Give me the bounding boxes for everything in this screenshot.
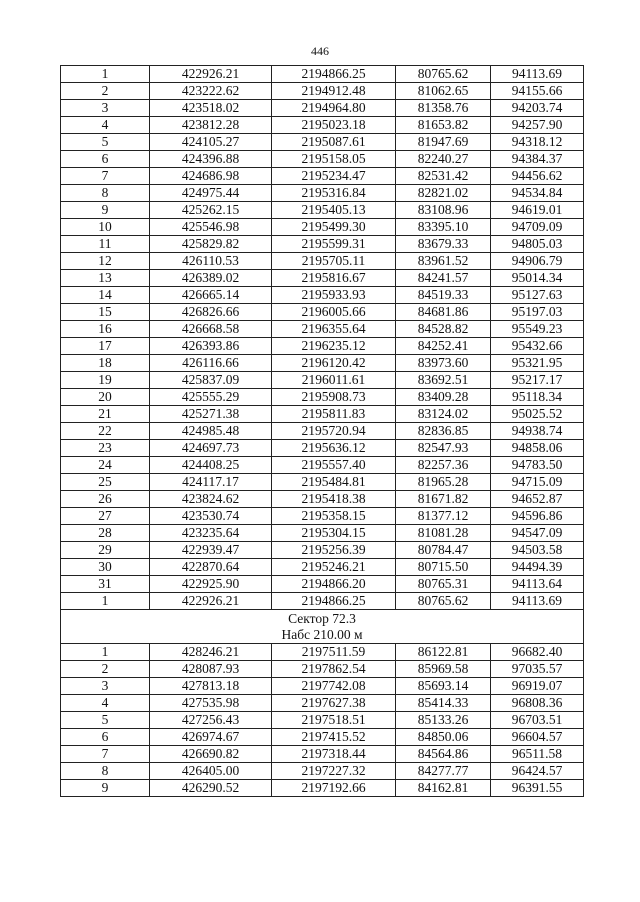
coord-x-local-cell: 83679.33 (396, 236, 491, 253)
point-number-cell: 14 (61, 287, 150, 304)
coord-y-local-cell: 96919.07 (491, 678, 584, 695)
coord-x-local-cell: 84241.57 (396, 270, 491, 287)
table-row (61, 525, 584, 542)
coord-y-local-cell: 95118.34 (491, 389, 584, 406)
coord-y-cell: 2195720.94 (272, 423, 396, 440)
table-row (61, 270, 584, 287)
coord-y-local-cell: 94456.62 (491, 168, 584, 185)
coord-x-local-cell: 82240.27 (396, 151, 491, 168)
point-number-cell: 6 (61, 151, 150, 168)
coord-y-cell: 2196235.12 (272, 338, 396, 355)
table-row (61, 423, 584, 440)
coord-x-cell: 427813.18 (150, 678, 272, 695)
point-number-cell: 4 (61, 117, 150, 134)
coord-x-local-cell: 82547.93 (396, 440, 491, 457)
coord-x-cell: 424105.27 (150, 134, 272, 151)
coord-x-local-cell: 82257.36 (396, 457, 491, 474)
coord-x-cell: 426116.66 (150, 355, 272, 372)
coord-x-local-cell: 84681.86 (396, 304, 491, 321)
coord-y-local-cell: 94858.06 (491, 440, 584, 457)
coord-y-local-cell: 96424.57 (491, 763, 584, 780)
table-row (61, 389, 584, 406)
coord-y-local-cell: 94318.12 (491, 134, 584, 151)
coord-x-local-cell: 80715.50 (396, 559, 491, 576)
coord-y-local-cell: 94783.50 (491, 457, 584, 474)
point-number-cell: 20 (61, 389, 150, 406)
table-row (61, 661, 584, 678)
point-number-cell: 18 (61, 355, 150, 372)
coord-y-cell: 2197192.66 (272, 780, 396, 797)
coord-y-cell: 2196355.64 (272, 321, 396, 338)
coord-y-cell: 2195246.21 (272, 559, 396, 576)
coord-y-cell: 2196120.42 (272, 355, 396, 372)
coord-x-local-cell: 85133.26 (396, 712, 491, 729)
coord-y-cell: 2195256.39 (272, 542, 396, 559)
table-row (61, 185, 584, 202)
coord-x-local-cell: 84564.86 (396, 746, 491, 763)
coord-y-cell: 2197627.38 (272, 695, 396, 712)
coord-y-local-cell: 97035.57 (491, 661, 584, 678)
coord-x-local-cell: 80765.31 (396, 576, 491, 593)
table-row (61, 202, 584, 219)
coord-y-cell: 2197415.52 (272, 729, 396, 746)
coord-x-cell: 424985.48 (150, 423, 272, 440)
coord-x-cell: 423518.02 (150, 100, 272, 117)
coord-y-cell: 2195705.11 (272, 253, 396, 270)
coord-x-cell: 425262.15 (150, 202, 272, 219)
point-number-cell: 8 (61, 185, 150, 202)
coord-x-cell: 426393.86 (150, 338, 272, 355)
coord-x-local-cell: 83124.02 (396, 406, 491, 423)
point-number-cell: 6 (61, 729, 150, 746)
coord-y-cell: 2195358.15 (272, 508, 396, 525)
coord-x-local-cell: 81062.65 (396, 83, 491, 100)
coord-y-local-cell: 96511.58 (491, 746, 584, 763)
coord-y-local-cell: 95217.17 (491, 372, 584, 389)
coord-y-local-cell: 94534.84 (491, 185, 584, 202)
coord-y-local-cell: 95432.66 (491, 338, 584, 355)
coord-x-cell: 425555.29 (150, 389, 272, 406)
coordinates-table-body-2 (61, 644, 584, 797)
coord-x-cell: 423812.28 (150, 117, 272, 134)
coord-y-local-cell: 94494.39 (491, 559, 584, 576)
coord-y-cell: 2195158.05 (272, 151, 396, 168)
coord-y-local-cell: 94257.90 (491, 117, 584, 134)
coord-y-local-cell: 94906.79 (491, 253, 584, 270)
coord-y-cell: 2195484.81 (272, 474, 396, 491)
coord-y-local-cell: 94652.87 (491, 491, 584, 508)
coord-y-cell: 2194866.20 (272, 576, 396, 593)
coord-y-local-cell: 96391.55 (491, 780, 584, 797)
section-header-cell (61, 610, 584, 644)
coord-x-local-cell: 84252.41 (396, 338, 491, 355)
coord-x-local-cell: 84519.33 (396, 287, 491, 304)
coord-x-local-cell: 81671.82 (396, 491, 491, 508)
point-number-cell: 28 (61, 525, 150, 542)
coordinates-table-body-1 (61, 66, 584, 610)
coord-x-cell: 426389.02 (150, 270, 272, 287)
coord-y-cell: 2195418.38 (272, 491, 396, 508)
coord-x-local-cell: 84528.82 (396, 321, 491, 338)
coord-y-cell: 2195316.84 (272, 185, 396, 202)
table-row (61, 304, 584, 321)
point-number-cell: 9 (61, 780, 150, 797)
table-row (61, 355, 584, 372)
coord-x-cell: 425546.98 (150, 219, 272, 236)
coord-x-local-cell: 81377.12 (396, 508, 491, 525)
coord-x-local-cell: 83973.60 (396, 355, 491, 372)
coord-y-local-cell: 94619.01 (491, 202, 584, 219)
section-subtitle: Набс 210.00 м (281, 626, 363, 642)
coord-y-local-cell: 94938.74 (491, 423, 584, 440)
coord-x-cell: 423530.74 (150, 508, 272, 525)
coord-y-cell: 2195816.67 (272, 270, 396, 287)
point-number-cell: 16 (61, 321, 150, 338)
point-number-cell: 7 (61, 746, 150, 763)
coord-x-local-cell: 80784.47 (396, 542, 491, 559)
coord-x-local-cell: 82821.02 (396, 185, 491, 202)
coord-y-cell: 2195023.18 (272, 117, 396, 134)
coord-y-local-cell: 96604.57 (491, 729, 584, 746)
table-row (61, 763, 584, 780)
point-number-cell: 30 (61, 559, 150, 576)
coord-y-local-cell: 95014.34 (491, 270, 584, 287)
point-number-cell: 1 (61, 644, 150, 661)
coord-y-cell: 2195234.47 (272, 168, 396, 185)
coord-y-local-cell: 95127.63 (491, 287, 584, 304)
coord-y-local-cell: 95197.03 (491, 304, 584, 321)
coord-y-cell: 2194964.80 (272, 100, 396, 117)
coord-x-local-cell: 86122.81 (396, 644, 491, 661)
point-number-cell: 31 (61, 576, 150, 593)
coord-x-cell: 422926.21 (150, 66, 272, 83)
coord-x-local-cell: 81947.69 (396, 134, 491, 151)
coordinates-table (60, 65, 584, 797)
table-row (61, 66, 584, 83)
point-number-cell: 3 (61, 100, 150, 117)
point-number-cell: 1 (61, 593, 150, 610)
table-row (61, 253, 584, 270)
table-row (61, 236, 584, 253)
coord-y-local-cell: 94503.58 (491, 542, 584, 559)
coord-x-cell: 422926.21 (150, 593, 272, 610)
coord-x-local-cell: 84850.06 (396, 729, 491, 746)
point-number-cell: 2 (61, 661, 150, 678)
table-row (61, 457, 584, 474)
coord-y-cell: 2194866.25 (272, 593, 396, 610)
coord-y-cell: 2195405.13 (272, 202, 396, 219)
point-number-cell: 13 (61, 270, 150, 287)
coord-x-cell: 423235.64 (150, 525, 272, 542)
point-number-cell: 27 (61, 508, 150, 525)
coord-y-cell: 2194866.25 (272, 66, 396, 83)
coord-y-cell: 2197511.59 (272, 644, 396, 661)
coord-y-cell: 2195304.15 (272, 525, 396, 542)
coord-y-cell: 2196005.66 (272, 304, 396, 321)
coord-y-cell: 2195557.40 (272, 457, 396, 474)
coord-x-cell: 424697.73 (150, 440, 272, 457)
coord-x-local-cell: 84162.81 (396, 780, 491, 797)
table-row (61, 338, 584, 355)
coord-x-local-cell: 80765.62 (396, 66, 491, 83)
coord-y-local-cell: 96682.40 (491, 644, 584, 661)
coord-y-local-cell: 95549.23 (491, 321, 584, 338)
table-row (61, 168, 584, 185)
coord-y-local-cell: 94547.09 (491, 525, 584, 542)
coord-y-cell: 2197518.51 (272, 712, 396, 729)
coord-y-cell: 2197227.32 (272, 763, 396, 780)
coord-x-cell: 423222.62 (150, 83, 272, 100)
point-number-cell: 19 (61, 372, 150, 389)
point-number-cell: 15 (61, 304, 150, 321)
point-number-cell: 5 (61, 134, 150, 151)
table-row (61, 287, 584, 304)
point-number-cell: 8 (61, 763, 150, 780)
point-number-cell: 3 (61, 678, 150, 695)
coord-y-cell: 2195636.12 (272, 440, 396, 457)
table-row (61, 440, 584, 457)
coord-x-cell: 425837.09 (150, 372, 272, 389)
coord-y-cell: 2197318.44 (272, 746, 396, 763)
point-number-cell: 2 (61, 83, 150, 100)
point-number-cell: 12 (61, 253, 150, 270)
coord-x-cell: 426405.00 (150, 763, 272, 780)
coord-x-local-cell: 84277.77 (396, 763, 491, 780)
coord-x-local-cell: 82836.85 (396, 423, 491, 440)
table-row (61, 695, 584, 712)
table-row (61, 219, 584, 236)
coord-y-local-cell: 94203.74 (491, 100, 584, 117)
coord-y-local-cell: 95025.52 (491, 406, 584, 423)
point-number-cell: 26 (61, 491, 150, 508)
table-row (61, 491, 584, 508)
coord-x-local-cell: 83108.96 (396, 202, 491, 219)
section-title: Сектор 72.3 (288, 610, 356, 626)
coord-x-local-cell: 82531.42 (396, 168, 491, 185)
table-row (61, 729, 584, 746)
coord-x-local-cell: 83395.10 (396, 219, 491, 236)
coord-x-local-cell: 81358.76 (396, 100, 491, 117)
coord-x-cell: 425271.38 (150, 406, 272, 423)
coord-y-cell: 2195811.83 (272, 406, 396, 423)
page-number: 446 (311, 44, 329, 58)
table-row (61, 712, 584, 729)
coord-x-cell: 426690.82 (150, 746, 272, 763)
section-header-row (61, 610, 584, 644)
coord-y-cell: 2197742.08 (272, 678, 396, 695)
coord-x-local-cell: 85693.14 (396, 678, 491, 695)
coord-x-cell: 423824.62 (150, 491, 272, 508)
table-row (61, 117, 584, 134)
point-number-cell: 4 (61, 695, 150, 712)
table-row (61, 372, 584, 389)
coord-x-cell: 422870.64 (150, 559, 272, 576)
coord-x-cell: 426665.14 (150, 287, 272, 304)
coord-x-cell: 426110.53 (150, 253, 272, 270)
coord-x-cell: 424396.88 (150, 151, 272, 168)
point-number-cell: 22 (61, 423, 150, 440)
table-row (61, 542, 584, 559)
coord-x-cell: 424975.44 (150, 185, 272, 202)
coord-y-local-cell: 94113.69 (491, 66, 584, 83)
coord-y-local-cell: 96703.51 (491, 712, 584, 729)
coord-x-local-cell: 85414.33 (396, 695, 491, 712)
table-row (61, 559, 584, 576)
table-row (61, 474, 584, 491)
coord-x-cell: 427256.43 (150, 712, 272, 729)
coord-x-cell: 424117.17 (150, 474, 272, 491)
table-row (61, 100, 584, 117)
coord-y-local-cell: 95321.95 (491, 355, 584, 372)
point-number-cell: 9 (61, 202, 150, 219)
point-number-cell: 23 (61, 440, 150, 457)
point-number-cell: 21 (61, 406, 150, 423)
coord-x-cell: 427535.98 (150, 695, 272, 712)
table-row (61, 780, 584, 797)
coord-x-cell: 428087.93 (150, 661, 272, 678)
point-number-cell: 17 (61, 338, 150, 355)
coord-x-cell: 422925.90 (150, 576, 272, 593)
coord-x-local-cell: 81081.28 (396, 525, 491, 542)
coord-y-local-cell: 96808.36 (491, 695, 584, 712)
coord-x-local-cell: 81653.82 (396, 117, 491, 134)
coord-x-cell: 426290.52 (150, 780, 272, 797)
coord-x-cell: 426826.66 (150, 304, 272, 321)
coord-y-cell: 2195908.73 (272, 389, 396, 406)
coord-y-local-cell: 94384.37 (491, 151, 584, 168)
coord-x-cell: 422939.47 (150, 542, 272, 559)
point-number-cell: 10 (61, 219, 150, 236)
table-row (61, 83, 584, 100)
coord-x-local-cell: 80765.62 (396, 593, 491, 610)
point-number-cell: 25 (61, 474, 150, 491)
point-number-cell: 5 (61, 712, 150, 729)
table-row (61, 576, 584, 593)
coord-y-cell: 2195087.61 (272, 134, 396, 151)
coord-y-local-cell: 94805.03 (491, 236, 584, 253)
table-row (61, 406, 584, 423)
coord-x-cell: 425829.82 (150, 236, 272, 253)
coord-x-cell: 428246.21 (150, 644, 272, 661)
coord-y-cell: 2196011.61 (272, 372, 396, 389)
section-header-group (61, 610, 584, 644)
coord-y-cell: 2195499.30 (272, 219, 396, 236)
coord-y-local-cell: 94113.69 (491, 593, 584, 610)
coord-y-local-cell: 94596.86 (491, 508, 584, 525)
point-number-cell: 11 (61, 236, 150, 253)
coord-y-cell: 2194912.48 (272, 83, 396, 100)
table-row (61, 593, 584, 610)
coord-x-cell: 424686.98 (150, 168, 272, 185)
point-number-cell: 7 (61, 168, 150, 185)
coord-x-cell: 426668.58 (150, 321, 272, 338)
table-row (61, 746, 584, 763)
coord-x-local-cell: 83409.28 (396, 389, 491, 406)
coord-x-local-cell: 83692.51 (396, 372, 491, 389)
coord-y-local-cell: 94113.64 (491, 576, 584, 593)
coord-x-local-cell: 83961.52 (396, 253, 491, 270)
coord-y-cell: 2195933.93 (272, 287, 396, 304)
point-number-cell: 24 (61, 457, 150, 474)
point-number-cell: 1 (61, 66, 150, 83)
table-row (61, 321, 584, 338)
point-number-cell: 29 (61, 542, 150, 559)
coord-y-local-cell: 94155.66 (491, 83, 584, 100)
coord-x-cell: 424408.25 (150, 457, 272, 474)
coord-x-local-cell: 81965.28 (396, 474, 491, 491)
table-row (61, 678, 584, 695)
coord-x-local-cell: 85969.58 (396, 661, 491, 678)
table-row (61, 151, 584, 168)
table-row (61, 508, 584, 525)
table-row (61, 644, 584, 661)
coord-y-local-cell: 94709.09 (491, 219, 584, 236)
table-row (61, 134, 584, 151)
coord-y-cell: 2195599.31 (272, 236, 396, 253)
coord-y-cell: 2197862.54 (272, 661, 396, 678)
coord-x-cell: 426974.67 (150, 729, 272, 746)
coord-y-local-cell: 94715.09 (491, 474, 584, 491)
